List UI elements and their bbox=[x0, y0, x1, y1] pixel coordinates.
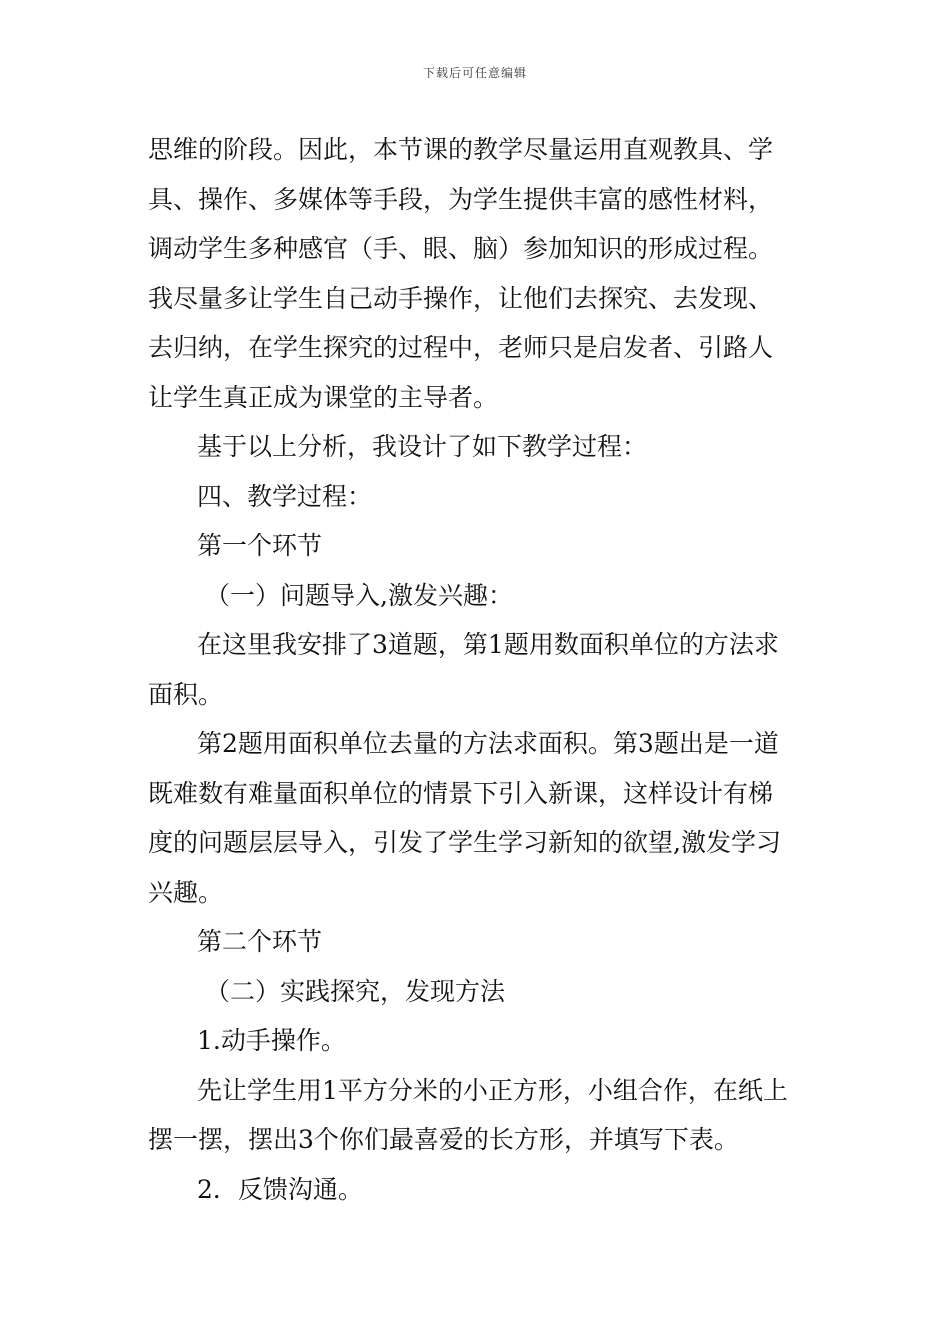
list-item-hands-on: 1.动手操作。 bbox=[197, 1026, 346, 1055]
text-line: 度的问题层层导入，引发了学生学习新知的欲望,激发学习 bbox=[148, 828, 781, 857]
text-line: 调动学生多种感官（手、眼、脑）参加知识的形成过程。 bbox=[148, 234, 774, 263]
step-heading-first: 第一个环节 bbox=[197, 531, 323, 560]
paragraph-teaching-approach bbox=[148, 125, 810, 422]
text-line: 在这里我安排了3道题，第1题用数面积单位的方法求 bbox=[197, 630, 779, 659]
text-line: 先让学生用1平方分米的小正方形，小组合作，在纸上 bbox=[197, 1075, 788, 1105]
text-line: 面积。 bbox=[148, 679, 224, 709]
text-line: 思维的阶段。因此，本节课的教学尽量运用直观教具、学 bbox=[148, 135, 774, 164]
paragraph-group-activity bbox=[148, 1066, 810, 1165]
text-line: 兴趣。 bbox=[148, 877, 224, 907]
text-line: 第2题用面积单位去量的方法求面积。第3题出是一道 bbox=[197, 729, 779, 758]
text-line: 既难数有难量面积单位的情景下引入新课，这样设计有梯 bbox=[148, 778, 774, 808]
step-heading-second: 第二个环节 bbox=[197, 927, 323, 956]
text-line: 让学生真正成为课堂的主导者。 bbox=[148, 382, 499, 412]
text-line: 去归纳，在学生探究的过程中，老师只是启发者、引路人 bbox=[148, 333, 774, 362]
paragraph-problem-design bbox=[148, 719, 810, 917]
document-body bbox=[148, 125, 810, 1214]
text-line: 摆一摆，摆出3个你们最喜爱的长方形，并填写下表。 bbox=[148, 1125, 739, 1154]
text-line: 我尽量多让学生自己动手操作，让他们去探究、去发现、 bbox=[148, 283, 774, 313]
section-heading-teaching-process: 四、教学过程： bbox=[197, 481, 373, 511]
list-item-feedback: 2．反馈沟通。 bbox=[197, 1174, 363, 1204]
subheading-practice-exploration: （二）实践探究，发现方法 bbox=[205, 976, 506, 1006]
subheading-problem-introduction: （一）问题导入,激发兴趣： bbox=[205, 580, 513, 610]
paragraph-analysis-summary: 基于以上分析，我设计了如下教学过程： bbox=[197, 432, 648, 461]
paragraph-three-problems bbox=[148, 620, 810, 719]
text-line: 具、操作、多媒体等手段，为学生提供丰富的感性材料， bbox=[148, 184, 774, 214]
page-header: 下载后可任意编辑 bbox=[422, 66, 527, 80]
